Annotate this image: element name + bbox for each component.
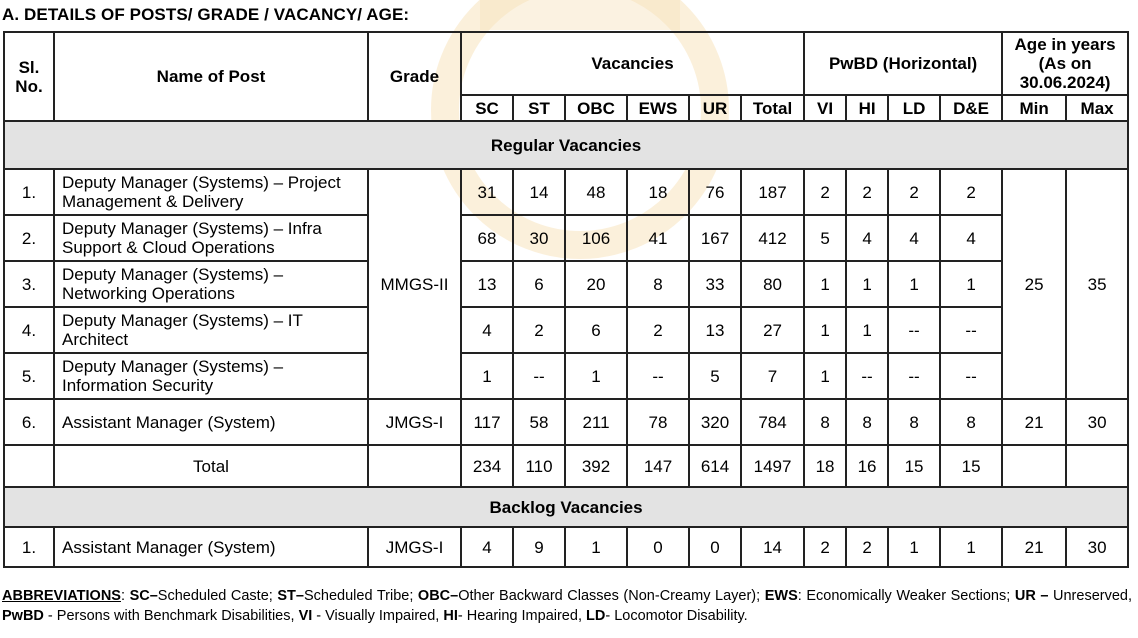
abbreviation-value: : Economically Weaker Sections; [797, 588, 1015, 604]
vacancy-cell: 167 [689, 215, 741, 261]
pwbd-cell: 8 [888, 399, 940, 445]
pwbd-cell: -- [888, 353, 940, 399]
vacancy-cell: 20 [565, 261, 627, 307]
vacancy-cell: 7 [741, 353, 804, 399]
section-label: Backlog Vacancies [4, 487, 1128, 527]
header-vacancy-col: SC [461, 95, 513, 121]
age-max-cell: 30 [1066, 527, 1128, 567]
vacancy-cell: 41 [627, 215, 689, 261]
pwbd-cell: 8 [846, 399, 888, 445]
vacancy-cell: 68 [461, 215, 513, 261]
section-band-backlog [4, 487, 1128, 527]
total-label: Total [54, 445, 368, 487]
header-row [4, 32, 1128, 95]
vacancy-cell: 78 [627, 399, 689, 445]
pwbd-cell: -- [940, 307, 1002, 353]
abbreviation-value: Scheduled Tribe; [303, 588, 418, 604]
vacancy-cell: 4 [461, 307, 513, 353]
age-min-cell: 21 [1002, 527, 1066, 567]
header-vacancy-col: Total [741, 95, 804, 121]
abbreviation-value: Scheduled Caste; [157, 588, 278, 604]
vacancy-cell: 1 [461, 353, 513, 399]
header-sl-no: Sl. No. [4, 32, 54, 121]
vacancy-cell: 0 [689, 527, 741, 567]
abbreviation-key: SC– [129, 588, 158, 604]
header-pwbd-col: LD [888, 95, 940, 121]
pwbd-cell: 8 [804, 399, 846, 445]
total-pwbd-cell: 15 [888, 445, 940, 487]
header-vacancy-col: OBC [565, 95, 627, 121]
pwbd-cell: 1 [888, 527, 940, 567]
total-pwbd-cell: 15 [940, 445, 1002, 487]
pwbd-cell: -- [846, 353, 888, 399]
pwbd-cell: -- [888, 307, 940, 353]
sl-no-cell: 1. [4, 169, 54, 215]
post-name-cell: Deputy Manager (Systems) – Networking Operations [54, 261, 368, 307]
table-row [4, 307, 1128, 353]
abbreviation-value: Other Backward Classes (Non-Creamy Layer); [458, 588, 765, 604]
vacancy-cell: 6 [565, 307, 627, 353]
vacancy-cell: 784 [741, 399, 804, 445]
empty-cell [1002, 445, 1066, 487]
vacancy-cell: -- [513, 353, 565, 399]
table-row [4, 215, 1128, 261]
header-pwbd-col: VI [804, 95, 846, 121]
pwbd-cell: 1 [888, 261, 940, 307]
header-pwbd: PwBD (Horizontal) [804, 32, 1002, 95]
header-pwbd-col: HI [846, 95, 888, 121]
vacancy-cell: 13 [689, 307, 741, 353]
post-name-cell: Deputy Manager (Systems) – Project Management & Delivery [54, 169, 368, 215]
abbreviation-key: OBC– [417, 588, 459, 604]
post-name-cell: Deputy Manager (Systems) – IT Architect [54, 307, 368, 353]
vacancy-cell: 80 [741, 261, 804, 307]
section-band-regular [4, 121, 1128, 169]
abbreviation-value: - Locomotor Disability. [605, 608, 748, 624]
header-age: Age in years (As on 30.06.2024) [1002, 32, 1128, 95]
vacancy-cell: 2 [627, 307, 689, 353]
age-min-cell: 21 [1002, 399, 1066, 445]
section-title: A. DETAILS OF POSTS/ GRADE / VACANCY/ AGE: [2, 5, 410, 24]
vacancy-table [3, 31, 1129, 568]
pwbd-cell: 4 [846, 215, 888, 261]
vacancy-cell: 106 [565, 215, 627, 261]
pwbd-cell: 2 [940, 169, 1002, 215]
vacancy-cell: 76 [689, 169, 741, 215]
sl-no-cell: 2. [4, 215, 54, 261]
vacancy-cell: 13 [461, 261, 513, 307]
header-vacancies: Vacancies [461, 32, 804, 95]
vacancy-cell: 187 [741, 169, 804, 215]
grade-cell: JMGS-I [368, 527, 461, 567]
pwbd-cell: 4 [940, 215, 1002, 261]
pwbd-cell: 1 [940, 527, 1002, 567]
header-vacancy-col: ST [513, 95, 565, 121]
sl-no-cell: 6. [4, 399, 54, 445]
table-row [4, 399, 1128, 445]
vacancy-cell: 0 [627, 527, 689, 567]
abbreviation-key: PwBD [2, 608, 44, 624]
abbreviation-value: - Persons with Benchmark Disabilities, [43, 608, 299, 624]
vacancy-cell: 5 [689, 353, 741, 399]
abbreviations-note: ABBREVIATIONS: SC–Scheduled Caste; ST–Scheduled Tribe; OBC–Other Backward Classes (Non-Creamy Layer); EWS: Economically Weaker Sections; UR – Unreserved, PwBD - Persons with Benchmark Disabilities, VI - Visually Impaired, HI- Hearing Impaired, LD- Locomotor Disability. [2, 588, 1132, 624]
pwbd-cell: -- [940, 353, 1002, 399]
vacancy-cell: 9 [513, 527, 565, 567]
table-row [4, 353, 1128, 399]
post-name-cell: Assistant Manager (System) [54, 399, 368, 445]
vacancy-cell: 320 [689, 399, 741, 445]
section-label: Regular Vacancies [4, 121, 1128, 169]
header-vacancy-col: EWS [627, 95, 689, 121]
sl-no-cell: 1. [4, 527, 54, 567]
vacancy-cell: 2 [513, 307, 565, 353]
empty-cell [368, 445, 461, 487]
age-max-cell: 35 [1066, 169, 1128, 399]
vacancy-cell: 4 [461, 527, 513, 567]
empty-cell [4, 445, 54, 487]
vacancy-cell: 1 [565, 527, 627, 567]
abbreviations-label: ABBREVIATIONS [2, 588, 121, 604]
total-vacancy-cell: 147 [627, 445, 689, 487]
abbreviation-key: UR – [1014, 588, 1049, 604]
abbreviation-key: VI [298, 608, 313, 624]
vacancy-cell: -- [627, 353, 689, 399]
table-row [4, 261, 1128, 307]
sl-no-cell: 3. [4, 261, 54, 307]
vacancy-cell: 58 [513, 399, 565, 445]
vacancy-cell: 48 [565, 169, 627, 215]
pwbd-cell: 2 [846, 527, 888, 567]
vacancy-cell: 33 [689, 261, 741, 307]
header-age-col: Min [1002, 95, 1066, 121]
sl-no-cell: 5. [4, 353, 54, 399]
total-vacancy-cell: 614 [689, 445, 741, 487]
vacancy-cell: 8 [627, 261, 689, 307]
table-row [4, 527, 1128, 567]
vacancy-cell: 1 [565, 353, 627, 399]
vacancy-cell: 211 [565, 399, 627, 445]
header-name-of-post: Name of Post [54, 32, 368, 121]
abbreviation-key: ST– [277, 588, 304, 604]
pwbd-cell: 2 [804, 169, 846, 215]
grade-cell: JMGS-I [368, 399, 461, 445]
abbreviation-value: Unreserved, [1048, 588, 1132, 604]
vacancy-cell: 6 [513, 261, 565, 307]
total-row [4, 445, 1128, 487]
pwbd-cell: 1 [804, 353, 846, 399]
pwbd-cell: 1 [846, 307, 888, 353]
vacancy-cell: 18 [627, 169, 689, 215]
pwbd-cell: 1 [940, 261, 1002, 307]
age-min-cell: 25 [1002, 169, 1066, 399]
abbreviation-key: LD [586, 608, 606, 624]
vacancy-cell: 14 [741, 527, 804, 567]
pwbd-cell: 4 [888, 215, 940, 261]
post-name-cell: Deputy Manager (Systems) – Information Security [54, 353, 368, 399]
total-pwbd-cell: 16 [846, 445, 888, 487]
header-vacancy-col: UR [689, 95, 741, 121]
header-pwbd-col: D&E [940, 95, 1002, 121]
table-row [4, 169, 1128, 215]
abbreviation-key: HI [443, 608, 458, 624]
total-pwbd-cell: 18 [804, 445, 846, 487]
grade-cell: MMGS-II [368, 169, 461, 399]
total-vacancy-cell: 110 [513, 445, 565, 487]
vacancy-cell: 27 [741, 307, 804, 353]
pwbd-cell: 2 [888, 169, 940, 215]
total-vacancy-cell: 392 [565, 445, 627, 487]
header-age-col: Max [1066, 95, 1128, 121]
pwbd-cell: 2 [846, 169, 888, 215]
vacancy-cell: 31 [461, 169, 513, 215]
total-vacancy-cell: 1497 [741, 445, 804, 487]
age-max-cell: 30 [1066, 399, 1128, 445]
empty-cell [1066, 445, 1128, 487]
post-name-cell: Assistant Manager (System) [54, 527, 368, 567]
abbreviation-key: EWS [764, 588, 798, 604]
abbreviation-value: - Hearing Impaired, [457, 608, 586, 624]
vacancy-cell: 30 [513, 215, 565, 261]
vacancy-cell: 412 [741, 215, 804, 261]
pwbd-cell: 1 [804, 261, 846, 307]
vacancy-cell: 14 [513, 169, 565, 215]
vacancy-cell: 117 [461, 399, 513, 445]
total-vacancy-cell: 234 [461, 445, 513, 487]
abbreviation-value: - Visually Impaired, [312, 608, 444, 624]
pwbd-cell: 1 [804, 307, 846, 353]
sl-no-cell: 4. [4, 307, 54, 353]
header-grade: Grade [368, 32, 461, 121]
pwbd-cell: 1 [846, 261, 888, 307]
pwbd-cell: 8 [940, 399, 1002, 445]
pwbd-cell: 2 [804, 527, 846, 567]
pwbd-cell: 5 [804, 215, 846, 261]
post-name-cell: Deputy Manager (Systems) – Infra Support & Cloud Operations [54, 215, 368, 261]
